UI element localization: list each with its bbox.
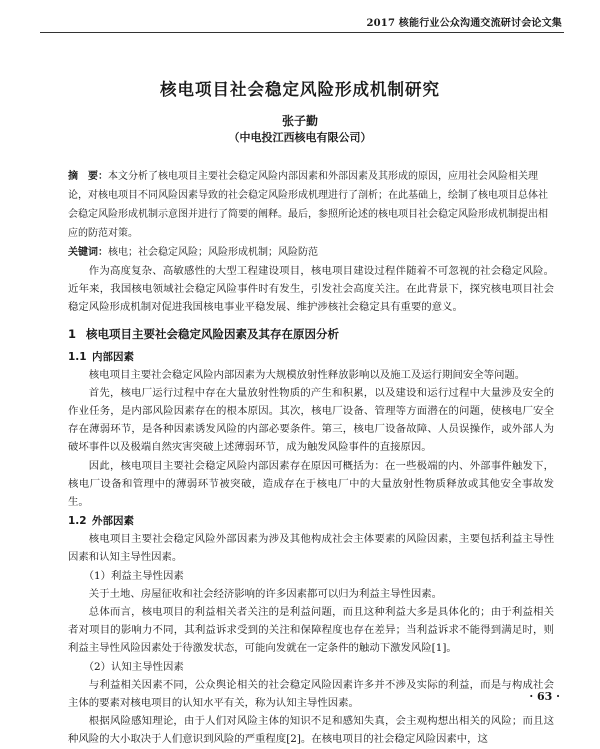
section-1-heading	[68, 325, 554, 343]
paragraph: 核电项目主要社会稳定风险内部因素为大规模放射性释放影响以及施工及运行期间安全等问题。	[88, 368, 526, 381]
abstract-text: 本文分析了核电项目主要社会稳定风险内部因素和外部因素及其形成的原因，应用社会风险相关理论，对核电项目不同风险因素导致的社会稳定风险形成机理进行了剖析；在此基础上，绘制了核电项目总体社会稳定风险形成机制示意图并进行了简要的阐释。最后，参照所论述的核电项目社会稳定风险形成机制提出相应的防范对策。	[68, 171, 548, 239]
section-1-2-heading	[68, 513, 554, 530]
paragraph: 因此，核电项目主要社会稳定风险内部因素存在原因可概括为：在一些极端的内、外部事件触发下，核电厂设备和管理中的薄弱环节被突破，造成存在于核电厂中的大量放射性物质释放或其他安全事故发生。	[68, 459, 554, 509]
keywords-label: 关键词：	[68, 247, 108, 258]
section-1-1-number: 1.1	[68, 350, 87, 363]
subsection-interest-heading: （1）利益主导性因素	[83, 569, 184, 582]
paragraph: 根据风险感知理论，由于人们对风险主体的知识不足和感知失真，会主观构想出相关的风险；而且这种风险的大小取决于人们意识到风险的严重程度[2]。在核电项目的社会稳定风险因素中，这	[68, 715, 554, 746]
author-name: 张子勤	[281, 114, 318, 128]
page-number: · 63 ·	[529, 690, 560, 703]
abstract	[68, 167, 552, 243]
body-text	[68, 262, 554, 749]
paper-title: 核电项目社会稳定风险形成机制研究	[160, 80, 440, 99]
paragraph: 与利益相关因素不同，公众舆论相关的社会稳定风险因素许多并不涉及实际的利益，而是与构成社会主体的要素对核电项目的认知水平有关，称为认知主导性因素。	[68, 678, 554, 710]
header-rule	[40, 32, 564, 33]
intro-paragraph: 作为高度复杂、高敏感性的大型工程建设项目，核电项目建设过程伴随着不可忽视的社会稳定风险。近年来，我国核电领域社会稳定风险事件时有发生，引发社会高度关注。在此背景下，探究核电项目社会稳定风险形成机制对促进我国核电事业平稳发展、维护涉核社会稳定具有重要的意义。	[68, 265, 554, 314]
section-1-number: 1	[68, 326, 77, 341]
paragraph: 首先，核电厂运行过程中存在大量放射性物质的产生和积累，以及建设和运行过程中大量涉及安全的作业任务，是内部风险因素存在的根本原因。其次，核电厂设备、管理等方面潜在的问题，使核电厂安全存在薄弱环节，是各种因素诱发风险的内部必要条件。第三，核电厂设备故障、人员误操作，或外部人为破坏事件以及极端自然灾害突破上述薄弱环节，成为触发风险事件的直接原因。	[68, 386, 554, 454]
section-1-1-title: 内部因素	[92, 350, 134, 363]
subsection-cognition-heading: （2）认知主导性因素	[83, 660, 184, 673]
keywords	[68, 244, 552, 262]
section-1-title: 核电项目主要社会稳定风险因素及其存在原因分析	[86, 326, 339, 341]
paragraph: 总体而言，核电项目的利益相关者关注的是利益问题，而且这种利益大多是具体化的；由于利益相关者对项目的影响力不同，其利益诉求受到的关注和保障程度也存在差异；当利益诉求不能得到满足时，则利益主导性风险因素处于待激发状态，可能向发就在一定条件的触动下激发风险[1]。	[68, 606, 554, 655]
paragraph: 关于土地、房屋征收和社会经济影响的许多因素都可以归为利益主导性因素。	[88, 587, 443, 600]
section-1-2-number: 1.2	[68, 515, 87, 528]
keywords-text: 核电；社会稳定风险；风险形成机制；风险防范	[108, 247, 318, 258]
paragraph: 核电项目主要社会稳定风险外部因素为涉及其他构成社会主体要素的风险因素，主要包括利益主导性因素和认知主导性因素。	[68, 533, 554, 564]
abstract-label: 摘 要：	[68, 171, 108, 182]
section-1-1-heading	[68, 349, 554, 366]
section-1-2-title: 外部因素	[92, 515, 134, 528]
author-affiliation: （中电投江西核电有限公司）	[228, 131, 372, 144]
running-header: 2017 核能行业公众沟通交流研讨会论文集	[366, 18, 562, 29]
